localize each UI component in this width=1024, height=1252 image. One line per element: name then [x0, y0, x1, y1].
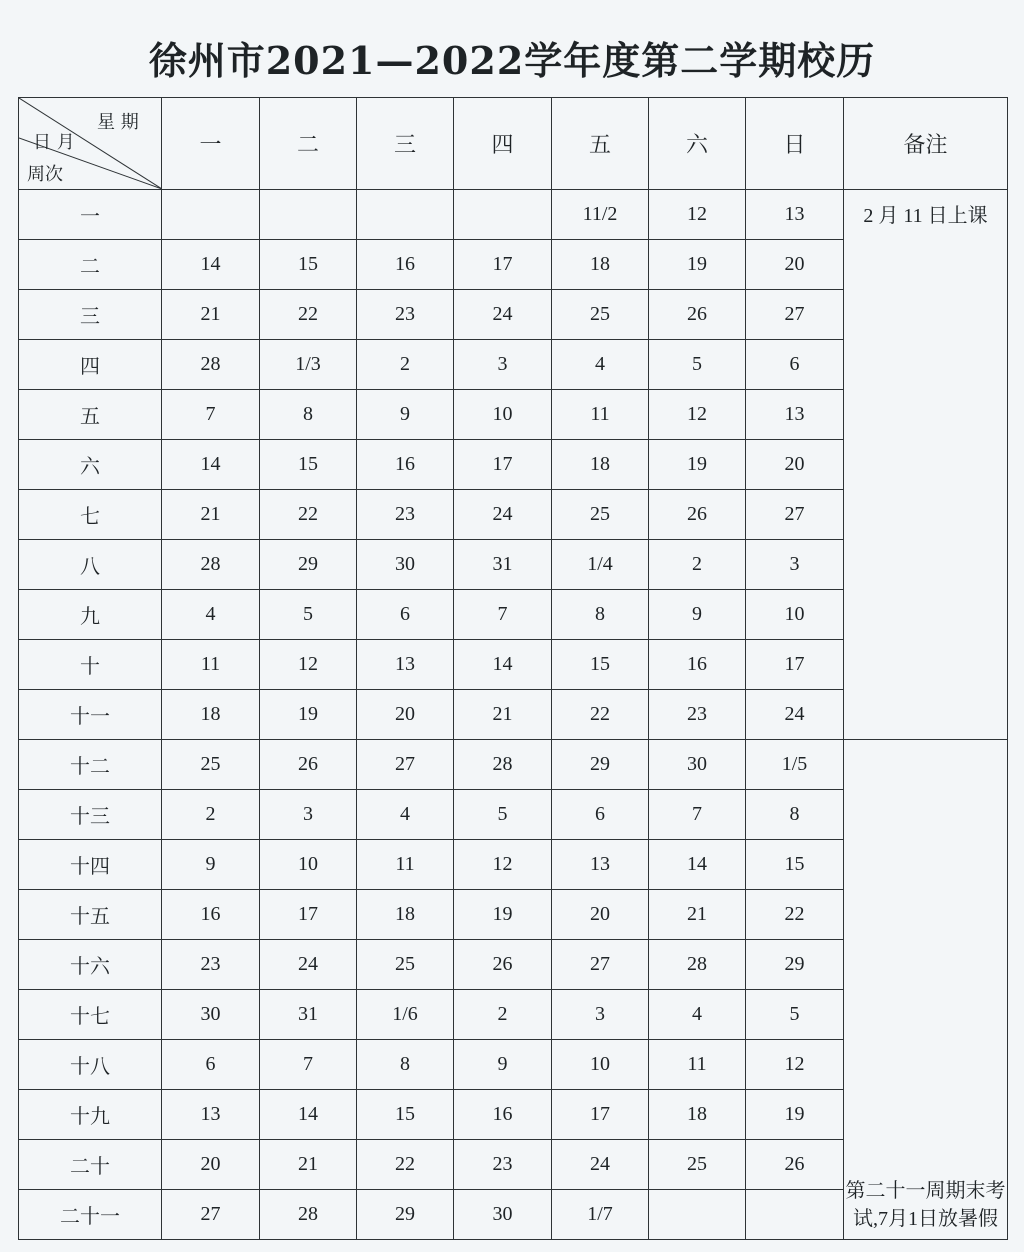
date-cell	[357, 190, 454, 240]
date-cell: 8	[357, 1040, 454, 1090]
date-cell: 12	[649, 390, 746, 440]
date-cell: 5	[454, 790, 552, 840]
date-cell: 9	[649, 590, 746, 640]
date-cell: 30	[454, 1190, 552, 1240]
date-cell: 5	[746, 990, 844, 1040]
date-cell: 10	[746, 590, 844, 640]
week-number: 十七	[19, 990, 162, 1040]
date-cell: 27	[746, 290, 844, 340]
calendar-body	[19, 190, 1008, 1240]
table-row	[19, 190, 1008, 240]
header-day-mon: 一	[162, 98, 260, 190]
remark-semester-end: 第二十一周期末考试,7月1日放暑假	[844, 740, 1008, 1240]
date-cell: 25	[552, 490, 649, 540]
date-cell: 6	[357, 590, 454, 640]
date-cell: 22	[357, 1140, 454, 1190]
date-cell: 29	[357, 1190, 454, 1240]
header-day-tue: 二	[260, 98, 357, 190]
date-cell: 7	[162, 390, 260, 440]
date-cell: 6	[162, 1040, 260, 1090]
week-number: 七	[19, 490, 162, 540]
date-cell: 3	[746, 540, 844, 590]
date-cell: 13	[746, 390, 844, 440]
date-cell: 8	[260, 390, 357, 440]
date-cell: 3	[454, 340, 552, 390]
date-cell	[260, 190, 357, 240]
date-cell: 15	[260, 440, 357, 490]
date-cell: 6	[552, 790, 649, 840]
date-cell: 17	[260, 890, 357, 940]
date-cell: 19	[454, 890, 552, 940]
date-cell: 13	[552, 840, 649, 890]
date-cell: 20	[552, 890, 649, 940]
header-day-sun: 日	[746, 98, 844, 190]
header-day-sat: 六	[649, 98, 746, 190]
date-cell: 21	[649, 890, 746, 940]
date-cell: 10	[260, 840, 357, 890]
date-cell: 20	[746, 240, 844, 290]
date-cell: 28	[162, 340, 260, 390]
date-cell: 9	[357, 390, 454, 440]
week-number: 八	[19, 540, 162, 590]
date-cell: 17	[746, 640, 844, 690]
date-cell: 29	[746, 940, 844, 990]
date-cell: 28	[162, 540, 260, 590]
date-cell: 11	[357, 840, 454, 890]
header-day-fri: 五	[552, 98, 649, 190]
date-cell: 3	[552, 990, 649, 1040]
date-cell: 14	[162, 440, 260, 490]
date-cell: 27	[746, 490, 844, 540]
date-cell: 14	[162, 240, 260, 290]
date-cell: 16	[357, 240, 454, 290]
date-cell: 7	[260, 1040, 357, 1090]
date-cell: 16	[162, 890, 260, 940]
date-cell: 26	[649, 490, 746, 540]
date-cell: 20	[357, 690, 454, 740]
date-cell: 10	[454, 390, 552, 440]
week-number: 四	[19, 340, 162, 390]
week-number: 二十一	[19, 1190, 162, 1240]
date-cell: 18	[649, 1090, 746, 1140]
date-cell: 23	[454, 1140, 552, 1190]
week-number: 十三	[19, 790, 162, 840]
date-cell: 2	[649, 540, 746, 590]
date-cell: 23	[357, 490, 454, 540]
date-cell: 24	[260, 940, 357, 990]
corner-week-label: 星 期	[97, 112, 139, 133]
week-number: 十	[19, 640, 162, 690]
date-cell: 26	[454, 940, 552, 990]
corner-period-label: 周次	[27, 164, 63, 185]
date-cell: 1/6	[357, 990, 454, 1040]
date-cell: 2	[162, 790, 260, 840]
week-number: 六	[19, 440, 162, 490]
corner-month-label: 日 月	[33, 132, 75, 153]
date-cell: 24	[552, 1140, 649, 1190]
date-cell: 30	[357, 540, 454, 590]
date-cell: 30	[649, 740, 746, 790]
date-cell: 21	[454, 690, 552, 740]
date-cell: 1/7	[552, 1190, 649, 1240]
week-number: 二	[19, 240, 162, 290]
date-cell: 30	[162, 990, 260, 1040]
date-cell: 13	[162, 1090, 260, 1140]
date-cell: 27	[552, 940, 649, 990]
date-cell	[162, 190, 260, 240]
date-cell: 20	[162, 1140, 260, 1190]
date-cell: 24	[454, 290, 552, 340]
date-cell	[746, 1190, 844, 1240]
date-cell: 29	[260, 540, 357, 590]
date-cell: 9	[454, 1040, 552, 1090]
week-number: 十八	[19, 1040, 162, 1090]
date-cell: 25	[162, 740, 260, 790]
date-cell: 14	[454, 640, 552, 690]
date-cell: 31	[454, 540, 552, 590]
date-cell: 24	[746, 690, 844, 740]
date-cell	[454, 190, 552, 240]
date-cell: 18	[552, 440, 649, 490]
date-cell: 17	[454, 240, 552, 290]
header-row	[19, 98, 1008, 190]
date-cell: 31	[260, 990, 357, 1040]
date-cell: 22	[552, 690, 649, 740]
week-number: 九	[19, 590, 162, 640]
date-cell: 16	[357, 440, 454, 490]
date-cell: 25	[649, 1140, 746, 1190]
date-cell: 19	[649, 240, 746, 290]
header-day-wed: 三	[357, 98, 454, 190]
calendar-table	[18, 97, 1008, 1240]
date-cell: 14	[260, 1090, 357, 1140]
date-cell: 7	[649, 790, 746, 840]
date-cell: 18	[162, 690, 260, 740]
date-cell: 15	[357, 1090, 454, 1140]
date-cell: 24	[454, 490, 552, 540]
date-cell: 25	[357, 940, 454, 990]
date-cell: 20	[746, 440, 844, 490]
date-cell: 13	[746, 190, 844, 240]
date-cell: 21	[162, 490, 260, 540]
date-cell: 16	[454, 1090, 552, 1140]
date-cell: 22	[260, 490, 357, 540]
week-number: 一	[19, 190, 162, 240]
date-cell: 26	[260, 740, 357, 790]
date-cell: 29	[552, 740, 649, 790]
week-number: 三	[19, 290, 162, 340]
date-cell: 17	[454, 440, 552, 490]
date-cell: 5	[649, 340, 746, 390]
week-number: 十四	[19, 840, 162, 890]
remark-semester-start: 2 月 11 日上课	[844, 190, 1008, 740]
date-cell: 19	[649, 440, 746, 490]
date-cell: 18	[357, 890, 454, 940]
date-cell: 3	[260, 790, 357, 840]
date-cell: 27	[357, 740, 454, 790]
date-cell: 15	[552, 640, 649, 690]
date-cell: 25	[552, 290, 649, 340]
date-cell: 2	[357, 340, 454, 390]
date-cell: 14	[649, 840, 746, 890]
date-cell: 12	[649, 190, 746, 240]
date-cell	[649, 1190, 746, 1240]
date-cell: 21	[260, 1140, 357, 1190]
date-cell: 13	[357, 640, 454, 690]
date-cell: 5	[260, 590, 357, 640]
date-cell: 26	[649, 290, 746, 340]
date-cell: 11	[649, 1040, 746, 1090]
header-remarks: 备注	[844, 98, 1008, 190]
date-cell: 26	[746, 1140, 844, 1190]
date-cell: 10	[552, 1040, 649, 1090]
date-cell: 22	[260, 290, 357, 340]
date-cell: 6	[746, 340, 844, 390]
date-cell: 27	[162, 1190, 260, 1240]
date-cell: 18	[552, 240, 649, 290]
date-cell: 19	[260, 690, 357, 740]
date-cell: 28	[649, 940, 746, 990]
date-cell: 23	[357, 290, 454, 340]
week-number: 二十	[19, 1140, 162, 1190]
date-cell: 11/2	[552, 190, 649, 240]
table-row	[19, 740, 1008, 790]
date-cell: 15	[746, 840, 844, 890]
date-cell: 28	[454, 740, 552, 790]
date-cell: 21	[162, 290, 260, 340]
date-cell: 12	[454, 840, 552, 890]
date-cell: 4	[552, 340, 649, 390]
date-cell: 22	[746, 890, 844, 940]
date-cell: 23	[162, 940, 260, 990]
date-cell: 1/4	[552, 540, 649, 590]
date-cell: 4	[649, 990, 746, 1040]
date-cell: 1/3	[260, 340, 357, 390]
date-cell: 2	[454, 990, 552, 1040]
date-cell: 16	[649, 640, 746, 690]
week-number: 十一	[19, 690, 162, 740]
date-cell: 23	[649, 690, 746, 740]
header-day-thu: 四	[454, 98, 552, 190]
date-cell: 12	[260, 640, 357, 690]
date-cell: 15	[260, 240, 357, 290]
corner-header	[19, 98, 162, 190]
date-cell: 9	[162, 840, 260, 890]
date-cell: 8	[552, 590, 649, 640]
page-title: 徐州市2021—2022学年度第二学期校历	[148, 38, 876, 83]
date-cell: 11	[552, 390, 649, 440]
date-cell: 11	[162, 640, 260, 690]
date-cell: 19	[746, 1090, 844, 1140]
date-cell: 28	[260, 1190, 357, 1240]
week-number: 五	[19, 390, 162, 440]
date-cell: 4	[357, 790, 454, 840]
date-cell: 12	[746, 1040, 844, 1090]
date-cell: 7	[454, 590, 552, 640]
week-number: 十六	[19, 940, 162, 990]
week-number: 十五	[19, 890, 162, 940]
date-cell: 1/5	[746, 740, 844, 790]
date-cell: 4	[162, 590, 260, 640]
date-cell: 8	[746, 790, 844, 840]
week-number: 十九	[19, 1090, 162, 1140]
week-number: 十二	[19, 740, 162, 790]
date-cell: 17	[552, 1090, 649, 1140]
